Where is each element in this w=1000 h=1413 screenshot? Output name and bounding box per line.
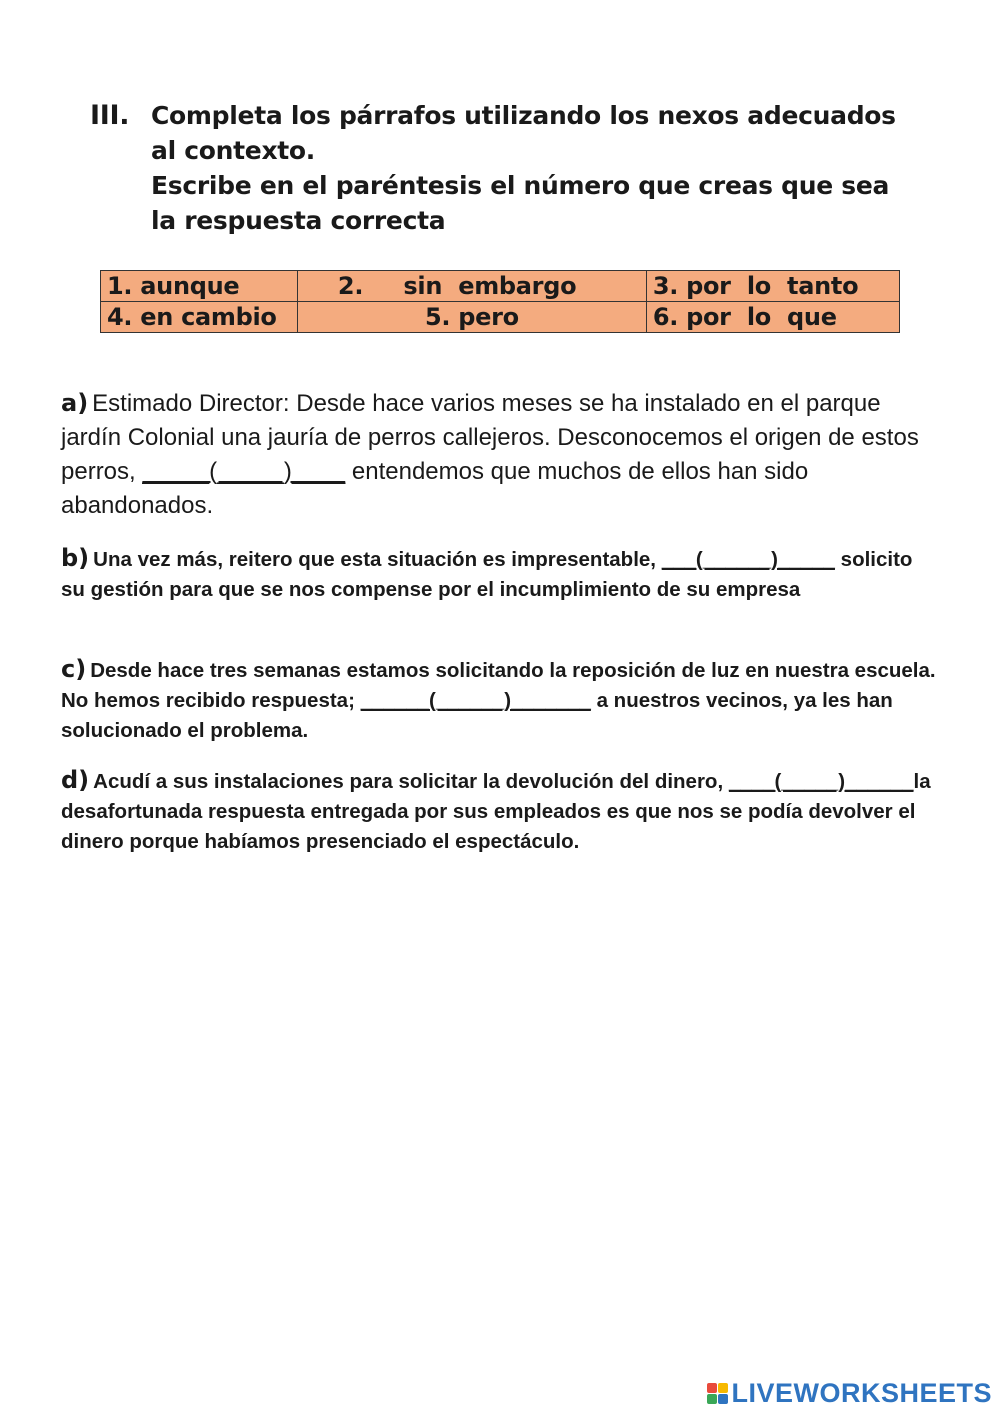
question-b (61, 543, 941, 605)
question-text: Acudí a sus instalaciones para solicitar la devolución del dinero, (93, 770, 729, 793)
liveworksheets-logo (707, 1378, 992, 1409)
answer-blank-c[interactable]: ______(______)_______ (360, 689, 591, 712)
nexos-table (100, 270, 900, 333)
answer-blank-d[interactable]: ____(_____)______ (728, 770, 914, 793)
logo-grid-icon (707, 1383, 728, 1404)
nexos-row (101, 302, 900, 333)
answer-blank-b[interactable]: ___(______)_____ (661, 548, 835, 571)
question-letter: c) (61, 655, 87, 683)
question-text: Una vez más, reitero que esta situación es impresentable, (93, 548, 662, 571)
answer-blank-a[interactable]: _____(_____)____ (142, 458, 346, 485)
nexo-cell: 3. por lo tanto (646, 271, 899, 302)
logo-square (707, 1383, 717, 1393)
question-text: solicito su gestión para que se nos compense por el incumplimiento de su empresa (61, 548, 913, 601)
nexo-cell: 4. en cambio (101, 302, 298, 333)
question-d (61, 765, 941, 857)
question-letter: d) (61, 766, 90, 794)
nexos-row (101, 271, 900, 302)
question-text: Estimado Director: Desde hace varios meses se ha instalado en el parque jardín Colonial una jauría de perros callejeros. Desconocemos el origen de estos perros, (61, 390, 919, 485)
question-a (61, 386, 941, 523)
question-text: la desafortunada respuesta entregada por sus empleados es que nos se podía devolver el dinero porque habíamos presenciado el espectáculo. (61, 770, 931, 853)
instruction-line-2: Escribe en el paréntesis el número que creas que sea la respuesta correcta (151, 171, 890, 235)
instruction-line-1: Completa los párrafos utilizando los nexos adecuados al contexto. (151, 101, 896, 165)
question-text: a nuestros vecinos, ya les han solucionado el problema. (61, 689, 893, 742)
nexo-cell: 6. por lo que (646, 302, 899, 333)
nexo-cell: 5. pero (297, 302, 646, 333)
question-letter: b) (61, 544, 90, 572)
logo-square (707, 1394, 717, 1404)
question-text: Desde hace tres semanas estamos solicitando la reposición de luz en nuestra escuela. No hemos recibido respuesta; (61, 659, 936, 712)
logo-square (718, 1383, 728, 1393)
question-text: entendemos que muchos de ellos han sido abandonados. (61, 458, 809, 519)
instructions-text (151, 98, 911, 238)
nexo-cell: 2. sin embargo (297, 271, 646, 302)
logo-square (718, 1394, 728, 1404)
logo-text: LIVEWORKSHEETS (731, 1378, 992, 1408)
section-number: III. (90, 100, 130, 131)
question-c (61, 654, 941, 746)
question-letter: a) (61, 389, 89, 417)
nexo-cell: 1. aunque (101, 271, 298, 302)
